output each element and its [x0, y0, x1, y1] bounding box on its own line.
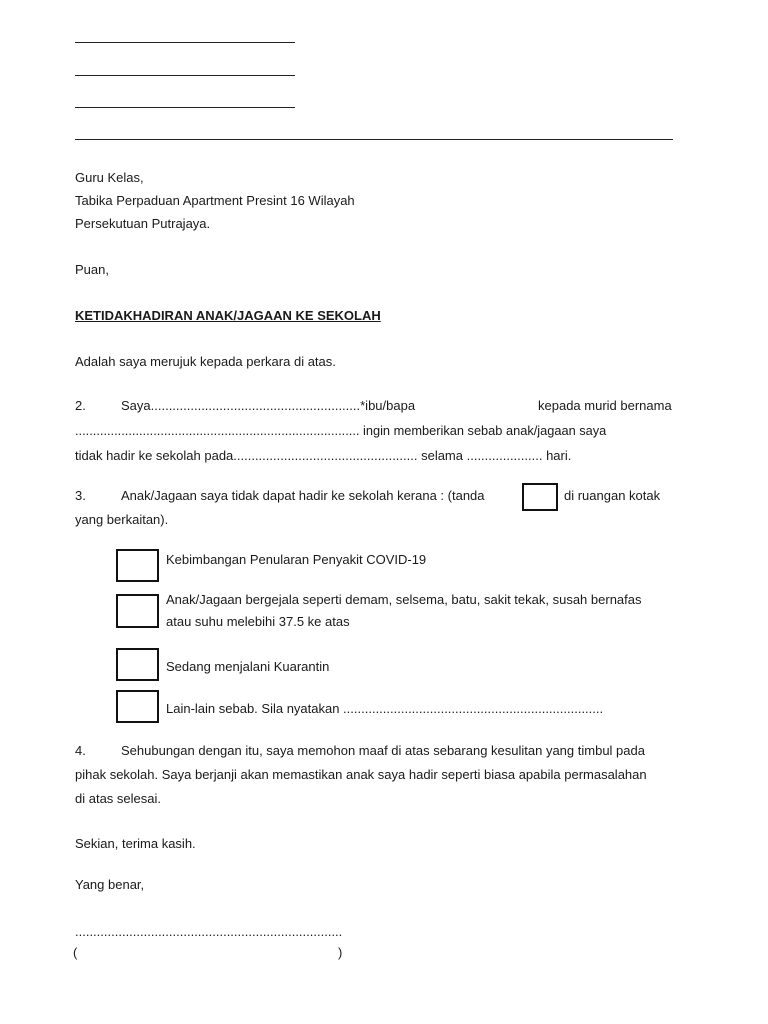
checkbox-covid[interactable] [116, 549, 159, 582]
signature-close-paren: ) [338, 945, 343, 960]
option-quarantine-label: Sedang menjalani Kuarantin [166, 659, 330, 674]
para3-line-2: yang berkaitan). [75, 512, 169, 527]
sign-off: Yang benar, [75, 877, 145, 892]
para4-line-3: di atas selesai. [75, 791, 161, 806]
address-line-2[interactable] [75, 75, 295, 76]
separator-line [75, 139, 673, 140]
signature-field[interactable]: .......................................................................... [75, 924, 343, 939]
para2-number: 2. [75, 398, 86, 413]
legend-checkbox [522, 483, 558, 511]
option-symptoms-label: Anak/Jagaan bergejala seperti demam, selsema, batu, sakit tekak, susah bernafas [166, 592, 642, 607]
recipient-line-3: Persekutuan Putrajaya. [75, 216, 211, 231]
para3-number: 3. [75, 488, 86, 503]
recipient-line-1: Guru Kelas, [75, 170, 144, 185]
para2-parent-field[interactable]: Saya..........................................................*ibu/bapa [121, 398, 416, 413]
para3-text: Anak/Jagaan saya tidak dapat hadir ke sekolah kerana : (tanda [121, 488, 485, 503]
closing: Sekian, terima kasih. [75, 836, 196, 851]
para2-student-field[interactable]: ................................................................................ ingin memberikan sebab anak/jagaan saya [75, 423, 607, 438]
para4-number: 4. [75, 743, 86, 758]
checkbox-other[interactable] [116, 690, 159, 723]
option-other-label[interactable]: Lain-lain sebab. Sila nyatakan ........................................................................ [166, 701, 604, 716]
para4-line-2: pihak sekolah. Saya berjanji akan memastikan anak saya hadir seperti biasa apabila permasalahan [75, 767, 647, 782]
signature-open-paren: ( [73, 945, 78, 960]
option-symptoms-label-2: atau suhu melebihi 37.5 ke atas [166, 614, 350, 629]
option-covid-label: Kebimbangan Penularan Penyakit COVID-19 [166, 552, 427, 567]
address-line-3[interactable] [75, 107, 295, 108]
para2-kepada: kepada murid bernama [538, 398, 672, 413]
para2-date-field[interactable]: tidak hadir ke sekolah pada................................................... selama ..................... hari. [75, 448, 572, 463]
checkbox-quarantine[interactable] [116, 648, 159, 681]
checkbox-symptoms[interactable] [116, 594, 159, 628]
subject-heading: KETIDAKHADIRAN ANAK/JAGAAN KE SEKOLAH [75, 308, 381, 323]
opening-paragraph: Adalah saya merujuk kepada perkara di atas. [75, 354, 336, 369]
para3-text-2: di ruangan kotak [564, 488, 661, 503]
salutation: Puan, [75, 262, 109, 277]
address-line-1[interactable] [75, 42, 295, 43]
recipient-line-2: Tabika Perpaduan Apartment Presint 16 Wilayah [75, 193, 355, 208]
para4-line-1: Sehubungan dengan itu, saya memohon maaf di atas sebarang kesulitan yang timbul pada [121, 743, 645, 758]
